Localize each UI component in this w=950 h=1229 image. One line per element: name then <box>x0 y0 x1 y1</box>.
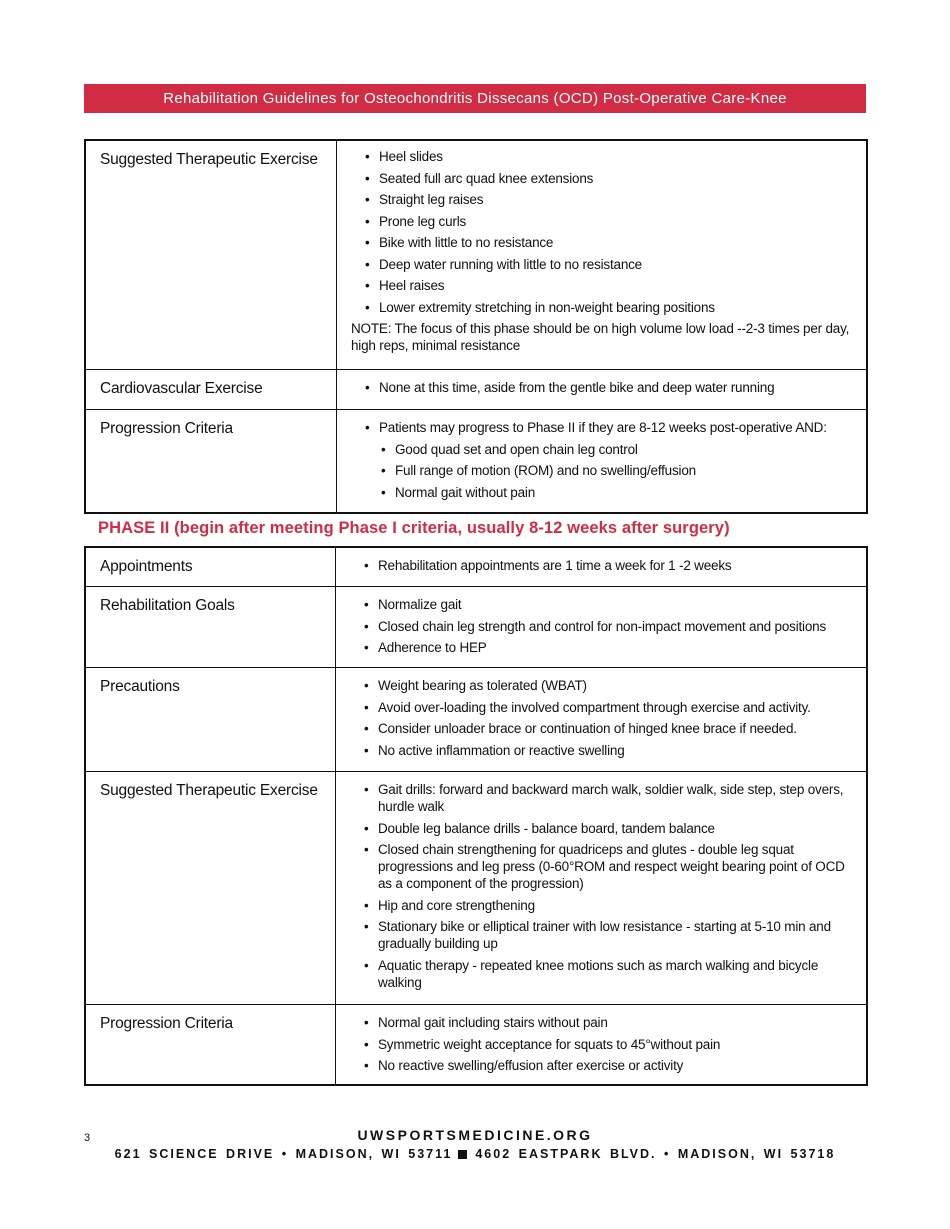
list-item: • Prone leg curls <box>351 213 852 230</box>
list-item: • Weight bearing as tolerated (WBAT) <box>350 677 852 694</box>
list-item: • Straight leg raises <box>351 191 852 208</box>
table-row-exercise <box>86 771 866 1004</box>
page-number: 3 <box>84 1132 91 1144</box>
list-item: • No reactive swelling/effusion after exercise or activity <box>350 1057 852 1074</box>
phase2-table <box>84 546 868 1086</box>
list-item: • Gait drills: forward and backward march walk, soldier walk, side step, step overs, hurdle walk <box>350 781 854 815</box>
square-separator-icon <box>458 1150 467 1159</box>
footer-address-2: 4602 EASTPARK BLVD. • MADISON, WI 53718 <box>475 1147 836 1161</box>
list-item: • Patients may progress to Phase II if they are 8-12 weeks post-operative AND: <box>351 419 852 436</box>
list-item: • Deep water running with little to no resistance <box>351 256 852 273</box>
row-content-exercise <box>337 141 866 369</box>
list-item: • Heel slides <box>351 148 852 165</box>
list-item: • Lower extremity stretching in non-weight bearing positions <box>351 299 852 316</box>
list-item: • None at this time, aside from the gentle bike and deep water running <box>351 379 852 396</box>
list-item: • Hip and core strengthening <box>350 897 854 914</box>
list-item: • Heel raises <box>351 277 852 294</box>
row-label-exercise: Suggested Therapeutic Exercise <box>86 141 337 369</box>
header-banner: Rehabilitation Guidelines for Osteochondritis Dissecans (OCD) Post-Operative Care-Knee <box>84 84 866 113</box>
footer-address <box>0 1147 950 1161</box>
row-content-cardio <box>337 370 866 409</box>
footer-address-1: 621 SCIENCE DRIVE • MADISON, WI 53711 <box>114 1147 453 1161</box>
table-row-goals <box>86 586 866 667</box>
row-content-appointments <box>336 548 866 586</box>
list-item: • Avoid over-loading the involved compartment through exercise and activity. <box>350 699 852 716</box>
list-item: • No active inflammation or reactive swelling <box>350 742 852 759</box>
list-item: • Bike with little to no resistance <box>351 234 852 251</box>
list-item: • Symmetric weight acceptance for squats to 45°without pain <box>350 1036 852 1053</box>
row-label-exercise: Suggested Therapeutic Exercise <box>86 772 336 1004</box>
row-label-progression: Progression Criteria <box>86 410 337 512</box>
table-row-progression <box>86 1004 866 1084</box>
row-content-progression <box>337 410 866 512</box>
list-item: • Full range of motion (ROM) and no swelling/effusion <box>351 462 852 479</box>
list-item: • Closed chain strengthening for quadriceps and glutes - double leg squat progressions and leg press (0-60°ROM and respect weight bearing point of OCD as a component of the progression) <box>350 841 854 892</box>
table-row-cardio <box>86 369 866 409</box>
row-content-goals <box>336 587 866 667</box>
row-content-exercise <box>336 772 866 1004</box>
list-item: • Good quad set and open chain leg control <box>351 441 852 458</box>
row-label-progression: Progression Criteria <box>86 1005 336 1084</box>
list-item: • Stationary bike or elliptical trainer with low resistance - starting at 5-10 min and gradually building up <box>350 918 854 952</box>
list-item: • Seated full arc quad knee extensions <box>351 170 852 187</box>
row-label-precautions: Precautions <box>86 668 336 771</box>
footer-website: UWSPORTSMEDICINE.ORG <box>357 1127 593 1143</box>
list-item: • Rehabilitation appointments are 1 time a week for 1 -2 weeks <box>350 557 852 574</box>
row-label-cardio: Cardiovascular Exercise <box>86 370 337 409</box>
list-item: • Adherence to HEP <box>350 639 852 656</box>
row-label-appointments: Appointments <box>86 548 336 586</box>
row-content-precautions <box>336 668 866 771</box>
list-item: • Normal gait without pain <box>351 484 852 501</box>
list-item: • Closed chain leg strength and control for non-impact movement and positions <box>350 618 852 635</box>
exercise-note: NOTE: The focus of this phase should be on high volume low load --2-3 times per day, high reps, minimal resistance <box>351 321 850 353</box>
table-row-progression <box>86 409 866 512</box>
row-content-progression <box>336 1005 866 1084</box>
list-item: • Normal gait including stairs without pain <box>350 1014 852 1031</box>
phase1-table <box>84 139 868 514</box>
table-row-appointments <box>86 548 866 586</box>
table-row-precautions <box>86 667 866 771</box>
phase2-heading: PHASE II (begin after meeting Phase I criteria, usually 8-12 weeks after surgery) <box>98 519 730 537</box>
list-item: • Normalize gait <box>350 596 852 613</box>
exercise-list <box>351 148 852 316</box>
row-label-goals: Rehabilitation Goals <box>86 587 336 667</box>
list-item: • Consider unloader brace or continuation of hinged knee brace if needed. <box>350 720 852 737</box>
list-item: • Aquatic therapy - repeated knee motions such as march walking and bicycle walking <box>350 957 854 991</box>
table-row-exercise <box>86 141 866 369</box>
list-item: • Double leg balance drills - balance board, tandem balance <box>350 820 854 837</box>
